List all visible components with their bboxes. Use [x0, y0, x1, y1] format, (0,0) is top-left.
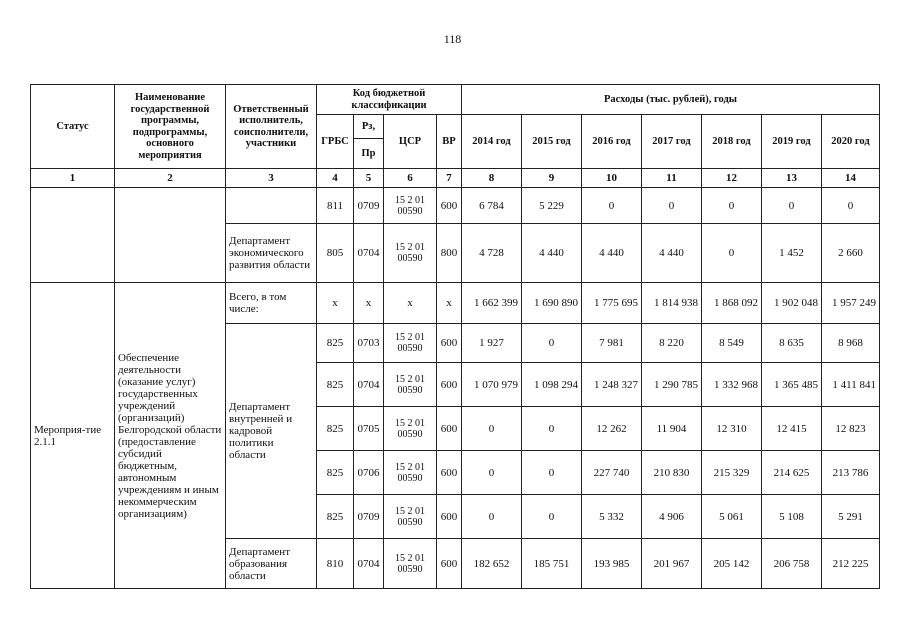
value-cell: 5 108 [762, 495, 822, 539]
grbs-cell: 825 [317, 407, 354, 451]
csr-cell: 15 2 01 00590 [384, 407, 437, 451]
value-cell: 1 248 327 [582, 363, 642, 407]
header-grbs: ГРБС [317, 115, 354, 169]
vr-cell: 800 [437, 224, 462, 283]
rzpr-cell: 0706 [354, 451, 384, 495]
grbs-cell: х [317, 283, 354, 324]
column-number: 7 [437, 169, 462, 188]
executor-cell: Департамент образования области [226, 539, 317, 589]
value-cell: 0 [522, 324, 582, 363]
vr-cell: х [437, 283, 462, 324]
value-cell: 5 332 [582, 495, 642, 539]
vr-cell: 600 [437, 188, 462, 224]
value-cell: 12 415 [762, 407, 822, 451]
value-cell: 0 [522, 495, 582, 539]
grbs-cell: 825 [317, 363, 354, 407]
column-number: 3 [226, 169, 317, 188]
value-cell: 0 [462, 407, 522, 451]
executor-cell: Всего, в том числе: [226, 283, 317, 324]
value-cell: 6 784 [462, 188, 522, 224]
vr-cell: 600 [437, 495, 462, 539]
header-year: 2016 год [582, 115, 642, 169]
csr-cell: 15 2 01 00590 [384, 539, 437, 589]
value-cell: 1 927 [462, 324, 522, 363]
value-cell: 0 [702, 224, 762, 283]
value-cell: 1 411 841 [822, 363, 880, 407]
value-cell: 1 332 968 [702, 363, 762, 407]
vr-cell: 600 [437, 451, 462, 495]
column-number: 10 [582, 169, 642, 188]
vr-cell: 600 [437, 539, 462, 589]
column-number: 8 [462, 169, 522, 188]
grbs-cell: 825 [317, 495, 354, 539]
header-expenses: Расходы (тыс. рублей), годы [462, 85, 880, 115]
value-cell: 201 967 [642, 539, 702, 589]
column-numbers-row [31, 169, 880, 188]
header-year: 2018 год [702, 115, 762, 169]
value-cell: 0 [462, 451, 522, 495]
budget-table [30, 84, 880, 589]
header-year: 2014 год [462, 115, 522, 169]
value-cell: 2 660 [822, 224, 880, 283]
column-number: 12 [702, 169, 762, 188]
value-cell: 210 830 [642, 451, 702, 495]
value-cell: 0 [522, 407, 582, 451]
value-cell: 1 098 294 [522, 363, 582, 407]
value-cell: 1 290 785 [642, 363, 702, 407]
value-cell: 185 751 [522, 539, 582, 589]
value-cell: 4 440 [642, 224, 702, 283]
value-cell: 0 [462, 495, 522, 539]
header-executor: Ответственный исполнитель, соисполнители, участники [226, 85, 317, 169]
name-cell: Обеспечение деятельности (оказание услуг) государственных учреждений (организаций) Белгородской области (предоставление субсидий бюджетным, автономным учреждениям и иным некоммерческим организациям) [115, 283, 226, 589]
value-cell: 1 814 938 [642, 283, 702, 324]
value-cell: 0 [702, 188, 762, 224]
value-cell: 193 985 [582, 539, 642, 589]
rzpr-cell: 0709 [354, 188, 384, 224]
value-cell: 227 740 [582, 451, 642, 495]
value-cell: 5 229 [522, 188, 582, 224]
value-cell: 12 823 [822, 407, 880, 451]
value-cell: 12 310 [702, 407, 762, 451]
header-year: 2017 год [642, 115, 702, 169]
value-cell: 1 902 048 [762, 283, 822, 324]
value-cell: 0 [762, 188, 822, 224]
header-pr: Пр [354, 139, 384, 169]
page-number: 118 [443, 32, 462, 46]
value-cell: 8 968 [822, 324, 880, 363]
value-cell: 214 625 [762, 451, 822, 495]
value-cell: 1 690 890 [522, 283, 582, 324]
rzpr-cell: х [354, 283, 384, 324]
grbs-cell: 805 [317, 224, 354, 283]
column-number: 11 [642, 169, 702, 188]
vr-cell: 600 [437, 324, 462, 363]
vr-cell: 600 [437, 407, 462, 451]
header-year: 2019 год [762, 115, 822, 169]
value-cell: 1 070 979 [462, 363, 522, 407]
column-number: 6 [384, 169, 437, 188]
status-cell: Мероприя-тие 2.1.1 [31, 283, 115, 589]
vr-cell: 600 [437, 363, 462, 407]
csr-cell: 15 2 01 00590 [384, 451, 437, 495]
column-number: 2 [115, 169, 226, 188]
rzpr-cell: 0705 [354, 407, 384, 451]
value-cell: 4 440 [582, 224, 642, 283]
name-cell [115, 188, 226, 283]
value-cell: 206 758 [762, 539, 822, 589]
header-status: Статус [31, 85, 115, 169]
value-cell: 4 728 [462, 224, 522, 283]
value-cell: 212 225 [822, 539, 880, 589]
table-row [31, 188, 880, 224]
grbs-cell: 825 [317, 324, 354, 363]
grbs-cell: 811 [317, 188, 354, 224]
value-cell: 1 662 399 [462, 283, 522, 324]
csr-cell: 15 2 01 00590 [384, 363, 437, 407]
value-cell: 8 220 [642, 324, 702, 363]
header-csr: ЦСР [384, 115, 437, 169]
value-cell: 0 [822, 188, 880, 224]
value-cell: 205 142 [702, 539, 762, 589]
header-vr: ВР [437, 115, 462, 169]
rzpr-cell: 0709 [354, 495, 384, 539]
rzpr-cell: 0703 [354, 324, 384, 363]
grbs-cell: 810 [317, 539, 354, 589]
value-cell: 1 957 249 [822, 283, 880, 324]
header-rz: Рз, [354, 115, 384, 139]
grbs-cell: 825 [317, 451, 354, 495]
executor-cell: Департамент экономического развития области [226, 224, 317, 283]
rzpr-cell: 0704 [354, 539, 384, 589]
csr-cell: 15 2 01 00590 [384, 495, 437, 539]
value-cell: 8 549 [702, 324, 762, 363]
value-cell: 5 061 [702, 495, 762, 539]
column-number: 14 [822, 169, 880, 188]
executor-cell: Департамент внутренней и кадровой политики области [226, 324, 317, 539]
header-year: 2020 год [822, 115, 880, 169]
status-cell [31, 188, 115, 283]
csr-cell: 15 2 01 00590 [384, 224, 437, 283]
value-cell: 213 786 [822, 451, 880, 495]
column-number: 13 [762, 169, 822, 188]
header-name: Наименование государственной программы, подпрограммы, основного мероприятия [115, 85, 226, 169]
value-cell: 182 652 [462, 539, 522, 589]
column-number: 1 [31, 169, 115, 188]
column-number: 9 [522, 169, 582, 188]
value-cell: 215 329 [702, 451, 762, 495]
csr-cell: х [384, 283, 437, 324]
value-cell: 1 868 092 [702, 283, 762, 324]
value-cell: 4 440 [522, 224, 582, 283]
column-number: 5 [354, 169, 384, 188]
value-cell: 12 262 [582, 407, 642, 451]
executor-cell [226, 188, 317, 224]
value-cell: 1 365 485 [762, 363, 822, 407]
value-cell: 11 904 [642, 407, 702, 451]
value-cell: 7 981 [582, 324, 642, 363]
value-cell: 8 635 [762, 324, 822, 363]
value-cell: 0 [522, 451, 582, 495]
value-cell: 1 775 695 [582, 283, 642, 324]
csr-cell: 15 2 01 00590 [384, 188, 437, 224]
rzpr-cell: 0704 [354, 224, 384, 283]
value-cell: 5 291 [822, 495, 880, 539]
value-cell: 0 [582, 188, 642, 224]
rzpr-cell: 0704 [354, 363, 384, 407]
table-row [31, 283, 880, 324]
header-year: 2015 год [522, 115, 582, 169]
column-number: 4 [317, 169, 354, 188]
value-cell: 0 [642, 188, 702, 224]
value-cell: 1 452 [762, 224, 822, 283]
csr-cell: 15 2 01 00590 [384, 324, 437, 363]
value-cell: 4 906 [642, 495, 702, 539]
header-budget-code: Код бюджетной классификации [317, 85, 462, 115]
